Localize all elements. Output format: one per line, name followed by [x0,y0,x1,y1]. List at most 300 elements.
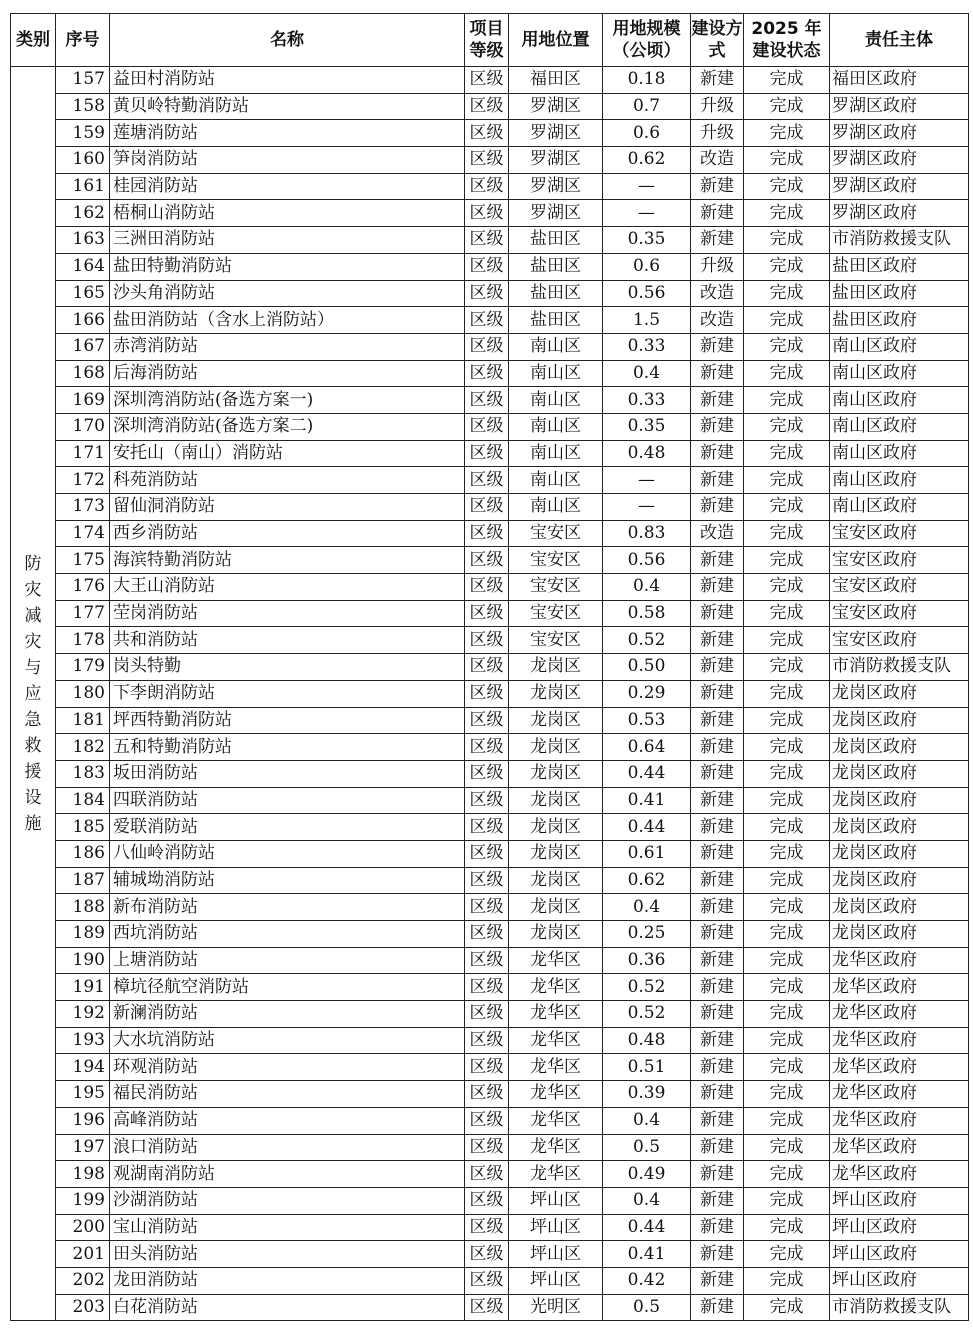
row-seq: 175 [56,547,110,574]
row-responsible: 盐田区政府 [830,253,969,280]
row-seq: 162 [56,200,110,227]
row-area: 0.48 [603,440,691,467]
row-level: 区级 [465,1214,509,1241]
row-level: 区级 [465,1187,509,1214]
table-row [11,760,969,787]
row-location: 龙岗区 [509,760,603,787]
row-location: 盐田区 [509,280,603,307]
row-area: 0.49 [603,1161,691,1188]
row-location: 宝安区 [509,547,603,574]
row-method: 升级 [691,253,744,280]
row-method: 新建 [691,200,744,227]
row-area: 0.61 [603,840,691,867]
row-responsible: 龙华区政府 [830,1107,969,1134]
table-row [11,307,969,334]
table-row [11,1161,969,1188]
table-row [11,680,969,707]
row-location: 龙华区 [509,1027,603,1054]
table-row [11,360,969,387]
row-name: 茔岗消防站 [110,600,465,627]
row-level: 区级 [465,120,509,147]
row-name: 下李朗消防站 [110,680,465,707]
row-location: 南山区 [509,387,603,414]
row-seq: 177 [56,600,110,627]
row-location: 宝安区 [509,574,603,601]
row-method: 新建 [691,707,744,734]
row-area: 0.42 [603,1267,691,1294]
row-method: 新建 [691,494,744,521]
row-area: 0.50 [603,654,691,681]
row-name: 三洲田消防站 [110,227,465,254]
table-row [11,253,969,280]
row-location: 罗湖区 [509,147,603,174]
table-row [11,921,969,948]
row-seq: 182 [56,734,110,761]
row-method: 改造 [691,520,744,547]
row-level: 区级 [465,840,509,867]
table-row [11,1294,969,1321]
row-status: 完成 [744,360,830,387]
table-row [11,280,969,307]
row-seq: 164 [56,253,110,280]
row-seq: 166 [56,307,110,334]
row-method: 新建 [691,947,744,974]
row-location: 宝安区 [509,627,603,654]
row-location: 龙岗区 [509,707,603,734]
row-method: 新建 [691,1027,744,1054]
row-seq: 186 [56,840,110,867]
row-name: 西坑消防站 [110,921,465,948]
row-method: 新建 [691,921,744,948]
row-level: 区级 [465,93,509,120]
row-location: 龙岗区 [509,654,603,681]
row-name: 深圳湾消防站(备选方案二) [110,413,465,440]
row-status: 完成 [744,600,830,627]
table-row [11,1187,969,1214]
row-name: 白花消防站 [110,1294,465,1321]
table-row [11,1107,969,1134]
row-seq: 185 [56,814,110,841]
table-row [11,520,969,547]
row-seq: 173 [56,494,110,521]
row-responsible: 龙华区政府 [830,1054,969,1081]
row-area: 0.44 [603,760,691,787]
row-level: 区级 [465,1001,509,1028]
row-status: 完成 [744,307,830,334]
row-level: 区级 [465,1134,509,1161]
table-row [11,947,969,974]
row-level: 区级 [465,814,509,841]
table-row [11,333,969,360]
row-responsible: 龙岗区政府 [830,894,969,921]
header-category: 类别 [11,14,56,67]
table-row [11,574,969,601]
row-responsible: 龙岗区政府 [830,814,969,841]
row-method: 新建 [691,1294,744,1321]
table-row [11,440,969,467]
row-name: 新布消防站 [110,894,465,921]
row-location: 龙华区 [509,947,603,974]
table-row [11,413,969,440]
row-level: 区级 [465,574,509,601]
row-area: — [603,467,691,494]
row-level: 区级 [465,494,509,521]
row-area: 0.5 [603,1134,691,1161]
row-seq: 174 [56,520,110,547]
row-method: 新建 [691,787,744,814]
row-status: 完成 [744,654,830,681]
header-name: 名称 [110,14,465,67]
row-name: 坂田消防站 [110,760,465,787]
row-location: 龙岗区 [509,840,603,867]
row-seq: 191 [56,974,110,1001]
row-responsible: 罗湖区政府 [830,200,969,227]
row-location: 罗湖区 [509,200,603,227]
row-status: 完成 [744,1001,830,1028]
row-location: 盐田区 [509,307,603,334]
row-seq: 193 [56,1027,110,1054]
row-name: 福民消防站 [110,1081,465,1108]
row-seq: 189 [56,921,110,948]
row-level: 区级 [465,67,509,94]
row-name: 安托山（南山）消防站 [110,440,465,467]
row-responsible: 宝安区政府 [830,600,969,627]
row-method: 新建 [691,840,744,867]
row-responsible: 罗湖区政府 [830,120,969,147]
row-seq: 167 [56,333,110,360]
table-row [11,147,969,174]
row-method: 新建 [691,1187,744,1214]
row-seq: 190 [56,947,110,974]
row-level: 区级 [465,787,509,814]
table-body [11,67,969,1321]
row-method: 新建 [691,760,744,787]
row-level: 区级 [465,360,509,387]
row-status: 完成 [744,253,830,280]
row-seq: 180 [56,680,110,707]
row-responsible: 坪山区政府 [830,1214,969,1241]
row-area: 0.44 [603,1214,691,1241]
header-area: 用地规模（公顷） [603,14,691,67]
row-responsible: 宝安区政府 [830,547,969,574]
row-responsible: 龙岗区政府 [830,921,969,948]
row-location: 坪山区 [509,1241,603,1268]
row-name: 观湖南消防站 [110,1161,465,1188]
row-level: 区级 [465,734,509,761]
row-status: 完成 [744,1161,830,1188]
row-name: 八仙岭消防站 [110,840,465,867]
row-area: 0.7 [603,93,691,120]
row-status: 完成 [744,494,830,521]
row-method: 新建 [691,1054,744,1081]
row-area: 0.83 [603,520,691,547]
row-responsible: 市消防救援支队 [830,227,969,254]
row-name: 黄贝岭特勤消防站 [110,93,465,120]
row-location: 龙华区 [509,1107,603,1134]
table-row [11,67,969,94]
row-area: 0.33 [603,333,691,360]
row-name: 龙田消防站 [110,1267,465,1294]
row-responsible: 南山区政府 [830,467,969,494]
row-method: 新建 [691,627,744,654]
row-method: 新建 [691,1107,744,1134]
table-row [11,734,969,761]
row-location: 宝安区 [509,520,603,547]
row-name: 赤湾消防站 [110,333,465,360]
row-responsible: 龙华区政府 [830,1134,969,1161]
row-method: 新建 [691,574,744,601]
row-location: 坪山区 [509,1267,603,1294]
row-level: 区级 [465,627,509,654]
row-status: 完成 [744,840,830,867]
row-location: 龙岗区 [509,680,603,707]
row-name: 深圳湾消防站(备选方案一) [110,387,465,414]
row-status: 完成 [744,1187,830,1214]
row-method: 升级 [691,93,744,120]
row-name: 上塘消防站 [110,947,465,974]
row-method: 新建 [691,360,744,387]
row-location: 龙岗区 [509,921,603,948]
row-status: 完成 [744,147,830,174]
row-seq: 157 [56,67,110,94]
row-responsible: 龙华区政府 [830,1001,969,1028]
row-responsible: 龙华区政府 [830,974,969,1001]
category-cell [11,67,56,1321]
row-level: 区级 [465,1107,509,1134]
row-name: 坪西特勤消防站 [110,707,465,734]
row-name: 留仙洞消防站 [110,494,465,521]
row-area: 0.25 [603,921,691,948]
row-area: 0.4 [603,1187,691,1214]
row-location: 罗湖区 [509,120,603,147]
row-method: 新建 [691,734,744,761]
row-name: 环观消防站 [110,1054,465,1081]
row-status: 完成 [744,680,830,707]
row-level: 区级 [465,387,509,414]
row-area: 0.56 [603,280,691,307]
row-status: 完成 [744,1107,830,1134]
row-area: 0.5 [603,1294,691,1321]
table-row [11,654,969,681]
row-status: 完成 [744,974,830,1001]
row-responsible: 龙岗区政府 [830,680,969,707]
row-method: 新建 [691,547,744,574]
row-area: — [603,494,691,521]
row-level: 区级 [465,147,509,174]
row-responsible: 龙华区政府 [830,1081,969,1108]
row-name: 莲塘消防站 [110,120,465,147]
row-level: 区级 [465,1267,509,1294]
row-location: 龙华区 [509,1134,603,1161]
row-level: 区级 [465,520,509,547]
row-seq: 179 [56,654,110,681]
row-area: 1.5 [603,307,691,334]
row-area: 0.41 [603,1241,691,1268]
table-row [11,894,969,921]
row-location: 罗湖区 [509,93,603,120]
row-seq: 201 [56,1241,110,1268]
row-responsible: 南山区政府 [830,413,969,440]
row-seq: 168 [56,360,110,387]
row-location: 龙岗区 [509,894,603,921]
row-status: 完成 [744,707,830,734]
table-row [11,227,969,254]
table-row [11,600,969,627]
row-location: 龙华区 [509,1054,603,1081]
header-seq: 序号 [56,14,110,67]
table-row [11,707,969,734]
row-area: 0.53 [603,707,691,734]
row-status: 完成 [744,867,830,894]
row-method: 新建 [691,894,744,921]
row-status: 完成 [744,1081,830,1108]
row-method: 改造 [691,280,744,307]
row-seq: 188 [56,894,110,921]
row-responsible: 南山区政府 [830,333,969,360]
row-method: 新建 [691,1001,744,1028]
row-seq: 192 [56,1001,110,1028]
row-status: 完成 [744,734,830,761]
row-area: 0.6 [603,120,691,147]
row-status: 完成 [744,413,830,440]
row-area: 0.4 [603,574,691,601]
row-status: 完成 [744,173,830,200]
row-name: 新澜消防站 [110,1001,465,1028]
row-responsible: 龙岗区政府 [830,760,969,787]
row-method: 新建 [691,974,744,1001]
table-row [11,547,969,574]
row-level: 区级 [465,1294,509,1321]
row-name: 高峰消防站 [110,1107,465,1134]
table-row [11,787,969,814]
row-method: 改造 [691,307,744,334]
table-row [11,1241,969,1268]
row-status: 完成 [744,547,830,574]
category-label: 防灾减灾与应急救援设施 [24,553,42,834]
row-name: 岗头特勤 [110,654,465,681]
row-area: 0.58 [603,600,691,627]
row-method: 新建 [691,67,744,94]
row-level: 区级 [465,654,509,681]
row-location: 龙岗区 [509,814,603,841]
row-location: 盐田区 [509,253,603,280]
row-name: 共和消防站 [110,627,465,654]
row-responsible: 盐田区政府 [830,307,969,334]
row-seq: 158 [56,93,110,120]
row-status: 完成 [744,814,830,841]
row-method: 新建 [691,600,744,627]
row-seq: 183 [56,760,110,787]
row-name: 桂园消防站 [110,173,465,200]
row-status: 完成 [744,387,830,414]
row-status: 完成 [744,760,830,787]
header-row [11,14,969,67]
row-method: 新建 [691,333,744,360]
row-responsible: 龙岗区政府 [830,734,969,761]
row-status: 完成 [744,227,830,254]
row-name: 五和特勤消防站 [110,734,465,761]
row-seq: 163 [56,227,110,254]
row-name: 大王山消防站 [110,574,465,601]
row-area: 0.64 [603,734,691,761]
row-responsible: 龙华区政府 [830,1161,969,1188]
row-level: 区级 [465,307,509,334]
row-seq: 199 [56,1187,110,1214]
row-method: 新建 [691,654,744,681]
facility-table [10,13,969,1321]
table-row [11,120,969,147]
table-row [11,1134,969,1161]
row-seq: 178 [56,627,110,654]
row-responsible: 福田区政府 [830,67,969,94]
row-area: 0.41 [603,787,691,814]
row-area: — [603,200,691,227]
row-area: 0.36 [603,947,691,974]
row-status: 完成 [744,280,830,307]
row-area: 0.33 [603,387,691,414]
row-location: 南山区 [509,440,603,467]
row-seq: 184 [56,787,110,814]
row-area: 0.6 [603,253,691,280]
row-name: 西乡消防站 [110,520,465,547]
row-level: 区级 [465,173,509,200]
row-level: 区级 [465,1027,509,1054]
table-row [11,1267,969,1294]
row-level: 区级 [465,280,509,307]
row-method: 新建 [691,413,744,440]
row-name: 宝山消防站 [110,1214,465,1241]
row-level: 区级 [465,894,509,921]
row-location: 龙岗区 [509,867,603,894]
row-status: 完成 [744,67,830,94]
row-responsible: 宝安区政府 [830,520,969,547]
row-seq: 176 [56,574,110,601]
row-area: — [603,173,691,200]
row-status: 完成 [744,1027,830,1054]
row-status: 完成 [744,120,830,147]
header-method: 建设方式 [691,14,744,67]
row-responsible: 宝安区政府 [830,627,969,654]
header-level: 项目等级 [465,14,509,67]
row-status: 完成 [744,1267,830,1294]
row-location: 南山区 [509,333,603,360]
row-method: 新建 [691,814,744,841]
row-status: 完成 [744,93,830,120]
row-level: 区级 [465,974,509,1001]
row-method: 新建 [691,1214,744,1241]
row-responsible: 罗湖区政府 [830,173,969,200]
row-level: 区级 [465,707,509,734]
row-seq: 161 [56,173,110,200]
table-row [11,974,969,1001]
row-location: 坪山区 [509,1214,603,1241]
row-responsible: 龙岗区政府 [830,707,969,734]
row-seq: 200 [56,1214,110,1241]
row-status: 完成 [744,1214,830,1241]
row-responsible: 龙岗区政府 [830,787,969,814]
row-name: 樟坑径航空消防站 [110,974,465,1001]
row-status: 完成 [744,787,830,814]
row-seq: 165 [56,280,110,307]
table-row [11,173,969,200]
row-seq: 160 [56,147,110,174]
table-row [11,494,969,521]
table-row [11,1054,969,1081]
row-responsible: 罗湖区政府 [830,93,969,120]
row-level: 区级 [465,1054,509,1081]
row-location: 龙华区 [509,1001,603,1028]
row-seq: 203 [56,1294,110,1321]
